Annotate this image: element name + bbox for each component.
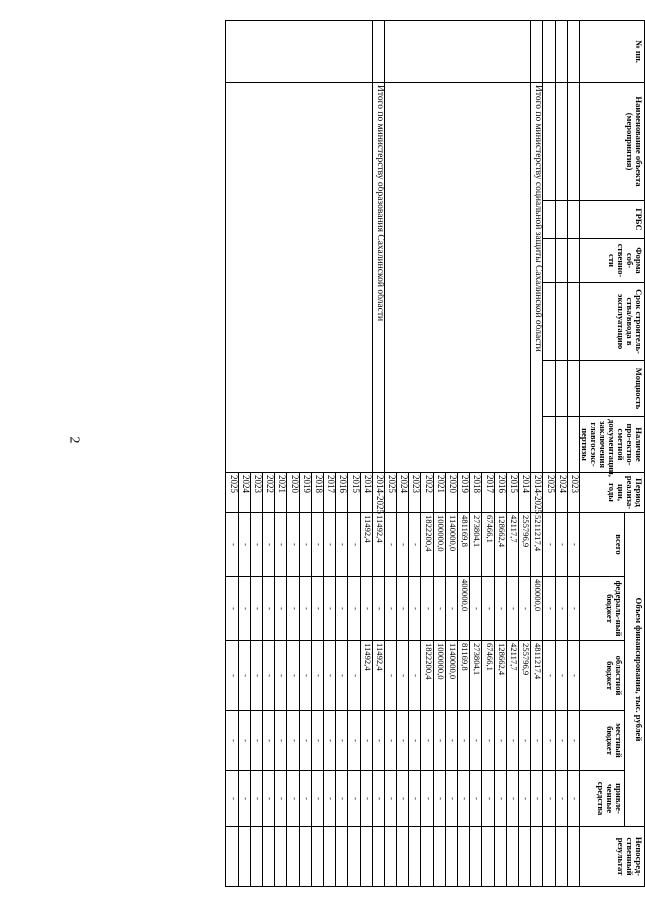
header-capacity: Мощность [579,361,644,417]
private-cell: - [323,771,335,827]
private-cell: - [238,771,250,827]
result-cell [421,827,433,887]
result-cell [458,827,470,887]
no-cell [372,21,384,83]
regional-cell: 11492,4 [360,641,372,711]
header-private: привле-ченные средства [579,771,624,827]
local-cell: - [494,711,506,771]
federal-cell: - [518,577,530,641]
federal-cell: 400000,0 [458,577,470,641]
result-cell [384,827,396,887]
regional-cell: - [384,641,396,711]
header-total: всего [579,513,624,577]
local-cell: - [445,711,457,771]
period-cell: 2025 [543,473,555,513]
result-cell [287,827,299,887]
header-funding-group: Объем финансирования, тыс. рублей [624,513,644,827]
regional-cell: 255796,9 [518,641,530,711]
result-cell [531,827,543,887]
local-cell: - [336,711,348,771]
regional-cell: 81169,8 [458,641,470,711]
regional-cell: - [348,641,360,711]
empty-cell [567,239,579,283]
local-cell: - [238,711,250,771]
private-cell: - [372,771,384,827]
result-cell [397,827,409,887]
period-cell: 2020 [445,473,457,513]
regional-cell: 273804,1 [470,641,482,711]
total-cell: - [555,513,567,577]
total-cell: 1822200,4 [421,513,433,577]
result-cell [360,827,372,887]
regional-cell: - [263,641,275,711]
result-cell [518,827,530,887]
total-cell: 67466,1 [482,513,494,577]
empty-cell [567,83,579,201]
federal-cell: - [482,577,494,641]
empty-cell [555,417,567,473]
header-no: № пп. [579,21,644,83]
local-cell: - [458,711,470,771]
empty-cell [567,283,579,361]
regional-cell: 42117,7 [506,641,518,711]
total-cell: - [263,513,275,577]
private-cell: - [348,771,360,827]
total-cell: 1140000,0 [445,513,457,577]
private-cell: - [567,771,579,827]
private-cell: - [409,771,421,827]
total-cell: 128662,4 [494,513,506,577]
empty-cell [567,21,579,83]
empty-cell [555,201,567,239]
federal-cell: - [323,577,335,641]
regional-cell: - [275,641,287,711]
period-cell: 2025 [384,473,396,513]
period-cell: 2023 [409,473,421,513]
empty-cell [543,417,555,473]
private-cell: - [397,771,409,827]
total-cell: 255796,9 [518,513,530,577]
federal-cell: - [238,577,250,641]
result-cell [263,827,275,887]
federal-cell: - [336,577,348,641]
header-regional: областной бюджет [579,641,624,711]
regional-cell: - [397,641,409,711]
federal-cell: - [445,577,457,641]
local-cell: - [311,711,323,771]
regional-cell: - [567,641,579,711]
federal-cell: - [409,577,421,641]
regional-cell: 1000000,0 [433,641,445,711]
period-cell: 2019 [458,473,470,513]
private-cell: - [482,771,494,827]
local-cell: - [250,711,262,771]
private-cell: - [384,771,396,827]
local-cell: - [287,711,299,771]
total-cell: 11492,4 [372,513,384,577]
total-cell: - [409,513,421,577]
federal-cell: - [299,577,311,641]
period-cell: 2021 [275,473,287,513]
empty-cell [543,83,555,201]
header-period: Период реализа-ции, годы [579,473,644,513]
total-cell: - [250,513,262,577]
local-cell: - [433,711,445,771]
period-cell: 2015 [506,473,518,513]
header-name: Наименование объекта (мероприятия) [579,83,644,201]
period-cell: 2018 [311,473,323,513]
period-cell: 2025 [226,473,238,513]
federal-cell: - [421,577,433,641]
empty-cell [543,201,555,239]
federal-cell: - [348,577,360,641]
result-cell [250,827,262,887]
period-cell: 2023 [250,473,262,513]
local-cell: - [567,711,579,771]
period-cell: 2024 [555,473,567,513]
total-cell: - [226,513,238,577]
result-cell [238,827,250,887]
regional-cell: - [299,641,311,711]
header-row-1 [624,21,644,887]
total-cell: 481169,8 [458,513,470,577]
local-cell: - [470,711,482,771]
regional-cell: - [287,641,299,711]
local-cell: - [543,711,555,771]
federal-cell: - [360,577,372,641]
private-cell: - [458,771,470,827]
period-cell: 2020 [287,473,299,513]
result-cell [543,827,555,887]
local-cell: - [397,711,409,771]
total-cell: - [238,513,250,577]
federal-cell: 400000,0 [531,577,543,641]
private-cell: - [506,771,518,827]
funding-table [225,20,645,887]
regional-cell: - [226,641,238,711]
page-number: 2 [66,436,82,444]
header-federal: федераль-ный бюджет [579,577,624,641]
total-cell: - [287,513,299,577]
federal-cell: - [543,577,555,641]
header-design-docs: Наличие про-ектно-сметной документации, заключения главгосэкс-пертизы [579,417,644,473]
total-cell: - [275,513,287,577]
private-cell: - [226,771,238,827]
federal-cell: - [311,577,323,641]
private-cell: - [275,771,287,827]
result-cell [372,827,384,887]
period-cell: 2014 [518,473,530,513]
period-cell: 2022 [421,473,433,513]
result-cell [482,827,494,887]
regional-cell: 1140000,0 [445,641,457,711]
regional-cell: - [323,641,335,711]
period-cell: 2018 [470,473,482,513]
local-cell: - [323,711,335,771]
local-cell: - [518,711,530,771]
federal-cell: - [275,577,287,641]
period-cell: 2015 [348,473,360,513]
result-cell [470,827,482,887]
empty-cell [567,201,579,239]
private-cell: - [263,771,275,827]
total-cell: 5211217,4 [531,513,543,577]
total-cell: - [543,513,555,577]
total-cell: 1000000,0 [433,513,445,577]
empty-cell [555,239,567,283]
private-cell: - [555,771,567,827]
result-cell [323,827,335,887]
private-cell: - [433,771,445,827]
period-cell: 2014 [360,473,372,513]
empty-cell [384,83,530,473]
federal-cell: - [226,577,238,641]
total-cell: - [384,513,396,577]
private-cell: - [494,771,506,827]
table-row [372,21,384,887]
private-cell: - [470,771,482,827]
private-cell: - [287,771,299,827]
local-cell: - [421,711,433,771]
empty-cell [543,239,555,283]
private-cell: - [543,771,555,827]
table-row [518,21,530,887]
federal-cell: - [250,577,262,641]
period-cell: 2014-2025 [372,473,384,513]
table-row [360,21,372,887]
regional-cell: 4811217,4 [531,641,543,711]
empty-cell [384,21,530,83]
local-cell: - [531,711,543,771]
regional-cell: - [311,641,323,711]
local-cell: - [299,711,311,771]
regional-cell: - [555,641,567,711]
empty-cell [567,361,579,417]
result-cell [336,827,348,887]
local-cell: - [555,711,567,771]
federal-cell: - [287,577,299,641]
period-cell: 2016 [494,473,506,513]
private-cell: - [421,771,433,827]
header-ownership: Форма соб-ственно-сти [579,239,644,283]
header-local: местный бюджет [579,711,624,771]
local-cell: - [384,711,396,771]
header-result: Непосред-ственный результат [579,827,644,887]
private-cell: - [336,771,348,827]
table-row [555,21,567,887]
local-cell: - [506,711,518,771]
private-cell: - [531,771,543,827]
total-cell: 11492,4 [360,513,372,577]
result-cell [311,827,323,887]
empty-cell [555,21,567,83]
regional-cell: - [409,641,421,711]
rotated-page [95,20,645,886]
regional-cell: - [543,641,555,711]
federal-cell: - [433,577,445,641]
group-name: Итого по министерству образования Сахалинской области [372,83,384,473]
total-cell: - [397,513,409,577]
private-cell: - [299,771,311,827]
period-cell: 2023 [567,473,579,513]
period-cell: 2024 [397,473,409,513]
empty-cell [555,83,567,201]
local-cell: - [348,711,360,771]
result-cell [494,827,506,887]
local-cell: - [263,711,275,771]
table-row [531,21,543,887]
table-body [226,21,579,887]
federal-cell: - [263,577,275,641]
result-cell [555,827,567,887]
federal-cell: - [397,577,409,641]
header-deadline: Срок строитель-ства/ввода в эксплуатацию [579,283,644,361]
federal-cell: - [555,577,567,641]
local-cell: - [275,711,287,771]
period-cell: 2019 [299,473,311,513]
total-cell: 42117,7 [506,513,518,577]
private-cell: - [445,771,457,827]
federal-cell: - [567,577,579,641]
result-cell [226,827,238,887]
regional-cell: - [250,641,262,711]
empty-cell [543,283,555,361]
empty-cell [543,361,555,417]
federal-cell: - [506,577,518,641]
federal-cell: - [384,577,396,641]
federal-cell: - [470,577,482,641]
table-row [567,21,579,887]
no-cell [531,21,543,83]
private-cell: - [250,771,262,827]
total-cell: - [323,513,335,577]
period-cell: 2021 [433,473,445,513]
empty-cell [567,417,579,473]
period-cell: 2016 [336,473,348,513]
local-cell: - [360,711,372,771]
result-cell [409,827,421,887]
empty-cell [555,283,567,361]
empty-cell [226,21,372,83]
result-cell [348,827,360,887]
total-cell: - [311,513,323,577]
result-cell [567,827,579,887]
result-cell [433,827,445,887]
regional-cell: 11492,4 [372,641,384,711]
group-name: Итого по министерству социальной защиты Сахалинской области [531,83,543,473]
total-cell: - [567,513,579,577]
result-cell [506,827,518,887]
regional-cell: - [238,641,250,711]
result-cell [445,827,457,887]
period-cell: 2017 [323,473,335,513]
total-cell: - [336,513,348,577]
result-cell [299,827,311,887]
period-cell: 2014-2025 [531,473,543,513]
empty-cell [555,361,567,417]
private-cell: - [518,771,530,827]
empty-cell [226,83,372,473]
federal-cell: - [372,577,384,641]
regional-cell: 128662,4 [494,641,506,711]
header-grbs: ГРБС [579,201,644,239]
total-cell: - [299,513,311,577]
private-cell: - [311,771,323,827]
empty-cell [543,21,555,83]
total-cell: 273804,1 [470,513,482,577]
regional-cell: - [336,641,348,711]
period-cell: 2017 [482,473,494,513]
local-cell: - [409,711,421,771]
federal-cell: - [494,577,506,641]
regional-cell: 1822200,4 [421,641,433,711]
regional-cell: 67466,1 [482,641,494,711]
private-cell: - [360,771,372,827]
local-cell: - [372,711,384,771]
local-cell: - [226,711,238,771]
total-cell: - [348,513,360,577]
result-cell [275,827,287,887]
table-row [543,21,555,887]
period-cell: 2024 [238,473,250,513]
local-cell: - [482,711,494,771]
period-cell: 2022 [263,473,275,513]
